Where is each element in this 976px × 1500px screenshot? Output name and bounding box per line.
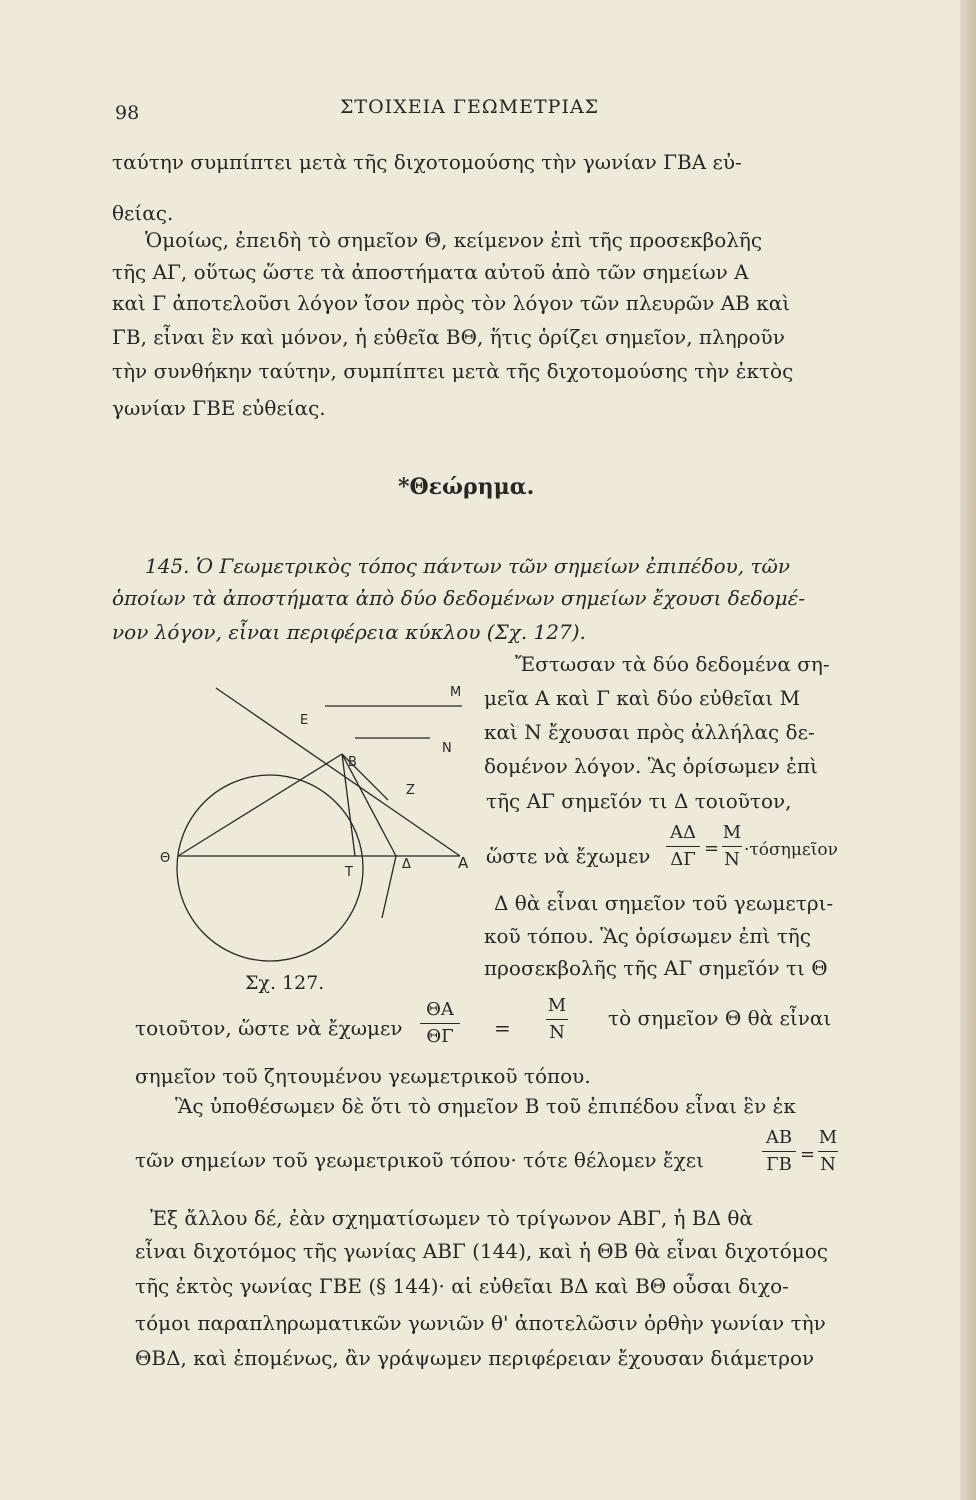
text-line: τὴν συνθήκην ταύτην, συμπίπτει μετὰ τῆς διχοτομούσης τὴν ἐκτὸς bbox=[112, 359, 794, 383]
text-line: τόμοι παραπληρωματικῶν γωνιῶν θ' ἀποτελῶσιν ὀρθὴν γωνίαν τὴν bbox=[135, 1311, 826, 1335]
line-b-theta bbox=[178, 754, 342, 856]
text-line: Ἐξ ἄλλου δέ, ἐὰν σχηματίσωμεν τὸ τρίγωνον ΑΒΓ, ἡ ΒΔ θὰ bbox=[150, 1206, 753, 1230]
side-line: κοῦ τόπου. Ἃς ὁρίσωμεν ἐπὶ τῆς bbox=[484, 924, 811, 948]
fraction-numerator: Μ bbox=[818, 1127, 838, 1148]
fraction-denominator: Ν bbox=[820, 1153, 836, 1175]
fraction-numerator: ΘΑ bbox=[426, 999, 454, 1020]
fraction-ad-dg bbox=[666, 823, 700, 870]
fraction-numerator: ΑΔ bbox=[670, 822, 696, 843]
label-t: T bbox=[345, 865, 353, 880]
text-line: ταύτην συμπίπτει μετὰ τῆς διχοτομούσης τὴν γωνίαν ΓΒΑ εὐ- bbox=[112, 150, 742, 174]
fraction-denominator: Ν bbox=[549, 1021, 565, 1043]
fraction-bar bbox=[546, 1019, 568, 1020]
fraction-ab-gb bbox=[762, 1128, 796, 1175]
text-line: θείας. bbox=[112, 201, 174, 225]
side-line: καὶ Ν ἔχουσαι πρὸς ἀλλήλας δε- bbox=[484, 720, 815, 744]
page-edge bbox=[960, 0, 976, 1500]
side-line: Ἔστωσαν τὰ δύο δεδομένα ση- bbox=[515, 652, 830, 676]
fraction-bar bbox=[420, 1023, 460, 1024]
equals-sign: = bbox=[704, 838, 720, 859]
side-line: Δ θὰ εἶναι σημεῖον τοῦ γεωμετρι- bbox=[494, 891, 834, 915]
locus-circle bbox=[177, 775, 363, 961]
text-line: εἶναι διχοτόμος τῆς γωνίας ΑΒΓ (144), καὶ ἡ ΘΒ θὰ εἶναι διχοτόμος bbox=[135, 1239, 828, 1263]
fraction-denominator: Ν bbox=[724, 848, 740, 870]
label-delta: Δ bbox=[402, 857, 411, 872]
side-line: μεῖα Α καὶ Γ καὶ δύο εὐθεῖαι Μ bbox=[484, 686, 801, 710]
equals-sign: = bbox=[494, 1016, 511, 1040]
fraction-numerator: Μ bbox=[547, 995, 567, 1016]
side-line: ·τόσημεῖον bbox=[744, 840, 838, 860]
label-theta: Θ bbox=[160, 851, 171, 866]
text-line: τῆς ΑΓ, οὕτως ὥστε τὰ ἀποστήματα αὐτοῦ ἀπὸ τῶν σημείων Α bbox=[112, 260, 749, 284]
fraction-bar bbox=[762, 1151, 796, 1152]
text-line: Ἃς ὑποθέσωμεν δὲ ὅτι τὸ σημεῖον Β τοῦ ἐπιπέδου εἶναι ἓν ἐκ bbox=[175, 1094, 796, 1118]
figure-127 bbox=[150, 668, 490, 978]
fraction-numerator: Μ bbox=[722, 822, 742, 843]
line-e-a bbox=[216, 688, 460, 856]
fraction-m-n bbox=[722, 823, 742, 870]
text-line: γωνίαν ΓΒΕ εὐθείας. bbox=[112, 396, 326, 420]
fraction-bar bbox=[818, 1151, 838, 1152]
running-title: ΣΤΟΙΧΕΙΑ ΓΕΩΜΕΤΡΙΑΣ bbox=[340, 96, 600, 118]
text-line: ΘΒΔ, καὶ ἑπομένως, ἂν γράψωμεν περιφέρειαν ἔχουσαν διάμετρον bbox=[135, 1346, 815, 1370]
label-a: A bbox=[458, 854, 469, 872]
label-z: Z bbox=[406, 783, 415, 798]
text-line: Ὁμοίως, ἐπειδὴ τὸ σημεῖον Θ, κείμενον ἐπὶ τῆς προσεκβολῆς bbox=[145, 228, 763, 252]
equals-sign: = bbox=[800, 1144, 816, 1165]
text-line: τῆς ἐκτὸς γωνίας ΓΒΕ (§ 144)· αἱ εὐθεῖαι ΒΔ καὶ ΒΘ οὖσαι διχο- bbox=[135, 1274, 789, 1298]
fraction-denominator: ΓΒ bbox=[766, 1153, 792, 1175]
text-line: σημεῖον τοῦ ζητουμένου γεωμετρικοῦ τόπου. bbox=[135, 1064, 591, 1088]
fraction-numerator: ΑΒ bbox=[765, 1127, 793, 1148]
fraction-denominator: ΔΓ bbox=[670, 848, 696, 870]
text-line: ΓΒ, εἶναι ἓν καὶ μόνον, ἡ εὐθεῖα ΒΘ, ἥτις ὁρίζει σημεῖον, πληροῦν bbox=[112, 325, 785, 349]
theorem-line: 145. Ὁ Γεωμετρικὸς τόπος πάντων τῶν σημείων ἐπιπέδου, τῶν bbox=[145, 554, 791, 578]
text-line: τῶν σημείων τοῦ γεωμετρικοῦ τόπου· τότε θέλομεν ἔχει bbox=[135, 1148, 704, 1172]
fraction-bar bbox=[722, 846, 742, 847]
fraction-m-n bbox=[818, 1128, 838, 1175]
side-line: ὥστε νὰ ἔχωμεν bbox=[486, 844, 651, 868]
fraction-denominator: ΘΓ bbox=[426, 1025, 454, 1047]
fraction-m-n bbox=[546, 996, 568, 1043]
theorem-line: νον λόγον, εἶναι περιφέρεια κύκλου (Σχ. 127). bbox=[112, 620, 586, 644]
fraction-bar bbox=[666, 846, 700, 847]
side-line: προσεκβολῆς τῆς ΑΓ σημεῖόν τι Θ bbox=[484, 956, 828, 980]
theorem-heading: *Θεώρημα. bbox=[398, 474, 535, 500]
page-number: 98 bbox=[115, 102, 140, 124]
text-line: καὶ Γ ἀποτελοῦσι λόγον ἴσον πρὸς τὸν λόγον τῶν πλευρῶν ΑΒ καὶ bbox=[112, 291, 791, 315]
text-line: τὸ σημεῖον Θ θὰ εἶναι bbox=[608, 1006, 832, 1030]
text-line: τοιοῦτον, ὥστε νὰ ἔχωμεν bbox=[135, 1016, 403, 1040]
figure-caption: Σχ. 127. bbox=[245, 972, 325, 994]
theorem-line: ὁποίων τὰ ἀποστήματα ἀπὸ δύο δεδομένων σημείων ἔχουσι δεδομέ- bbox=[112, 586, 806, 610]
label-m: M bbox=[450, 685, 462, 700]
side-line: τῆς ΑΓ σημεῖόν τι Δ τοιοῦτον, bbox=[486, 789, 792, 813]
fraction-tha-thg bbox=[420, 1000, 460, 1047]
side-line: δομένον λόγον. Ἃς ὁρίσωμεν ἐπὶ bbox=[484, 754, 818, 778]
label-e: E bbox=[300, 713, 309, 728]
label-b: B bbox=[348, 755, 357, 770]
label-n: N bbox=[442, 741, 452, 756]
line-delta-down bbox=[382, 856, 396, 918]
